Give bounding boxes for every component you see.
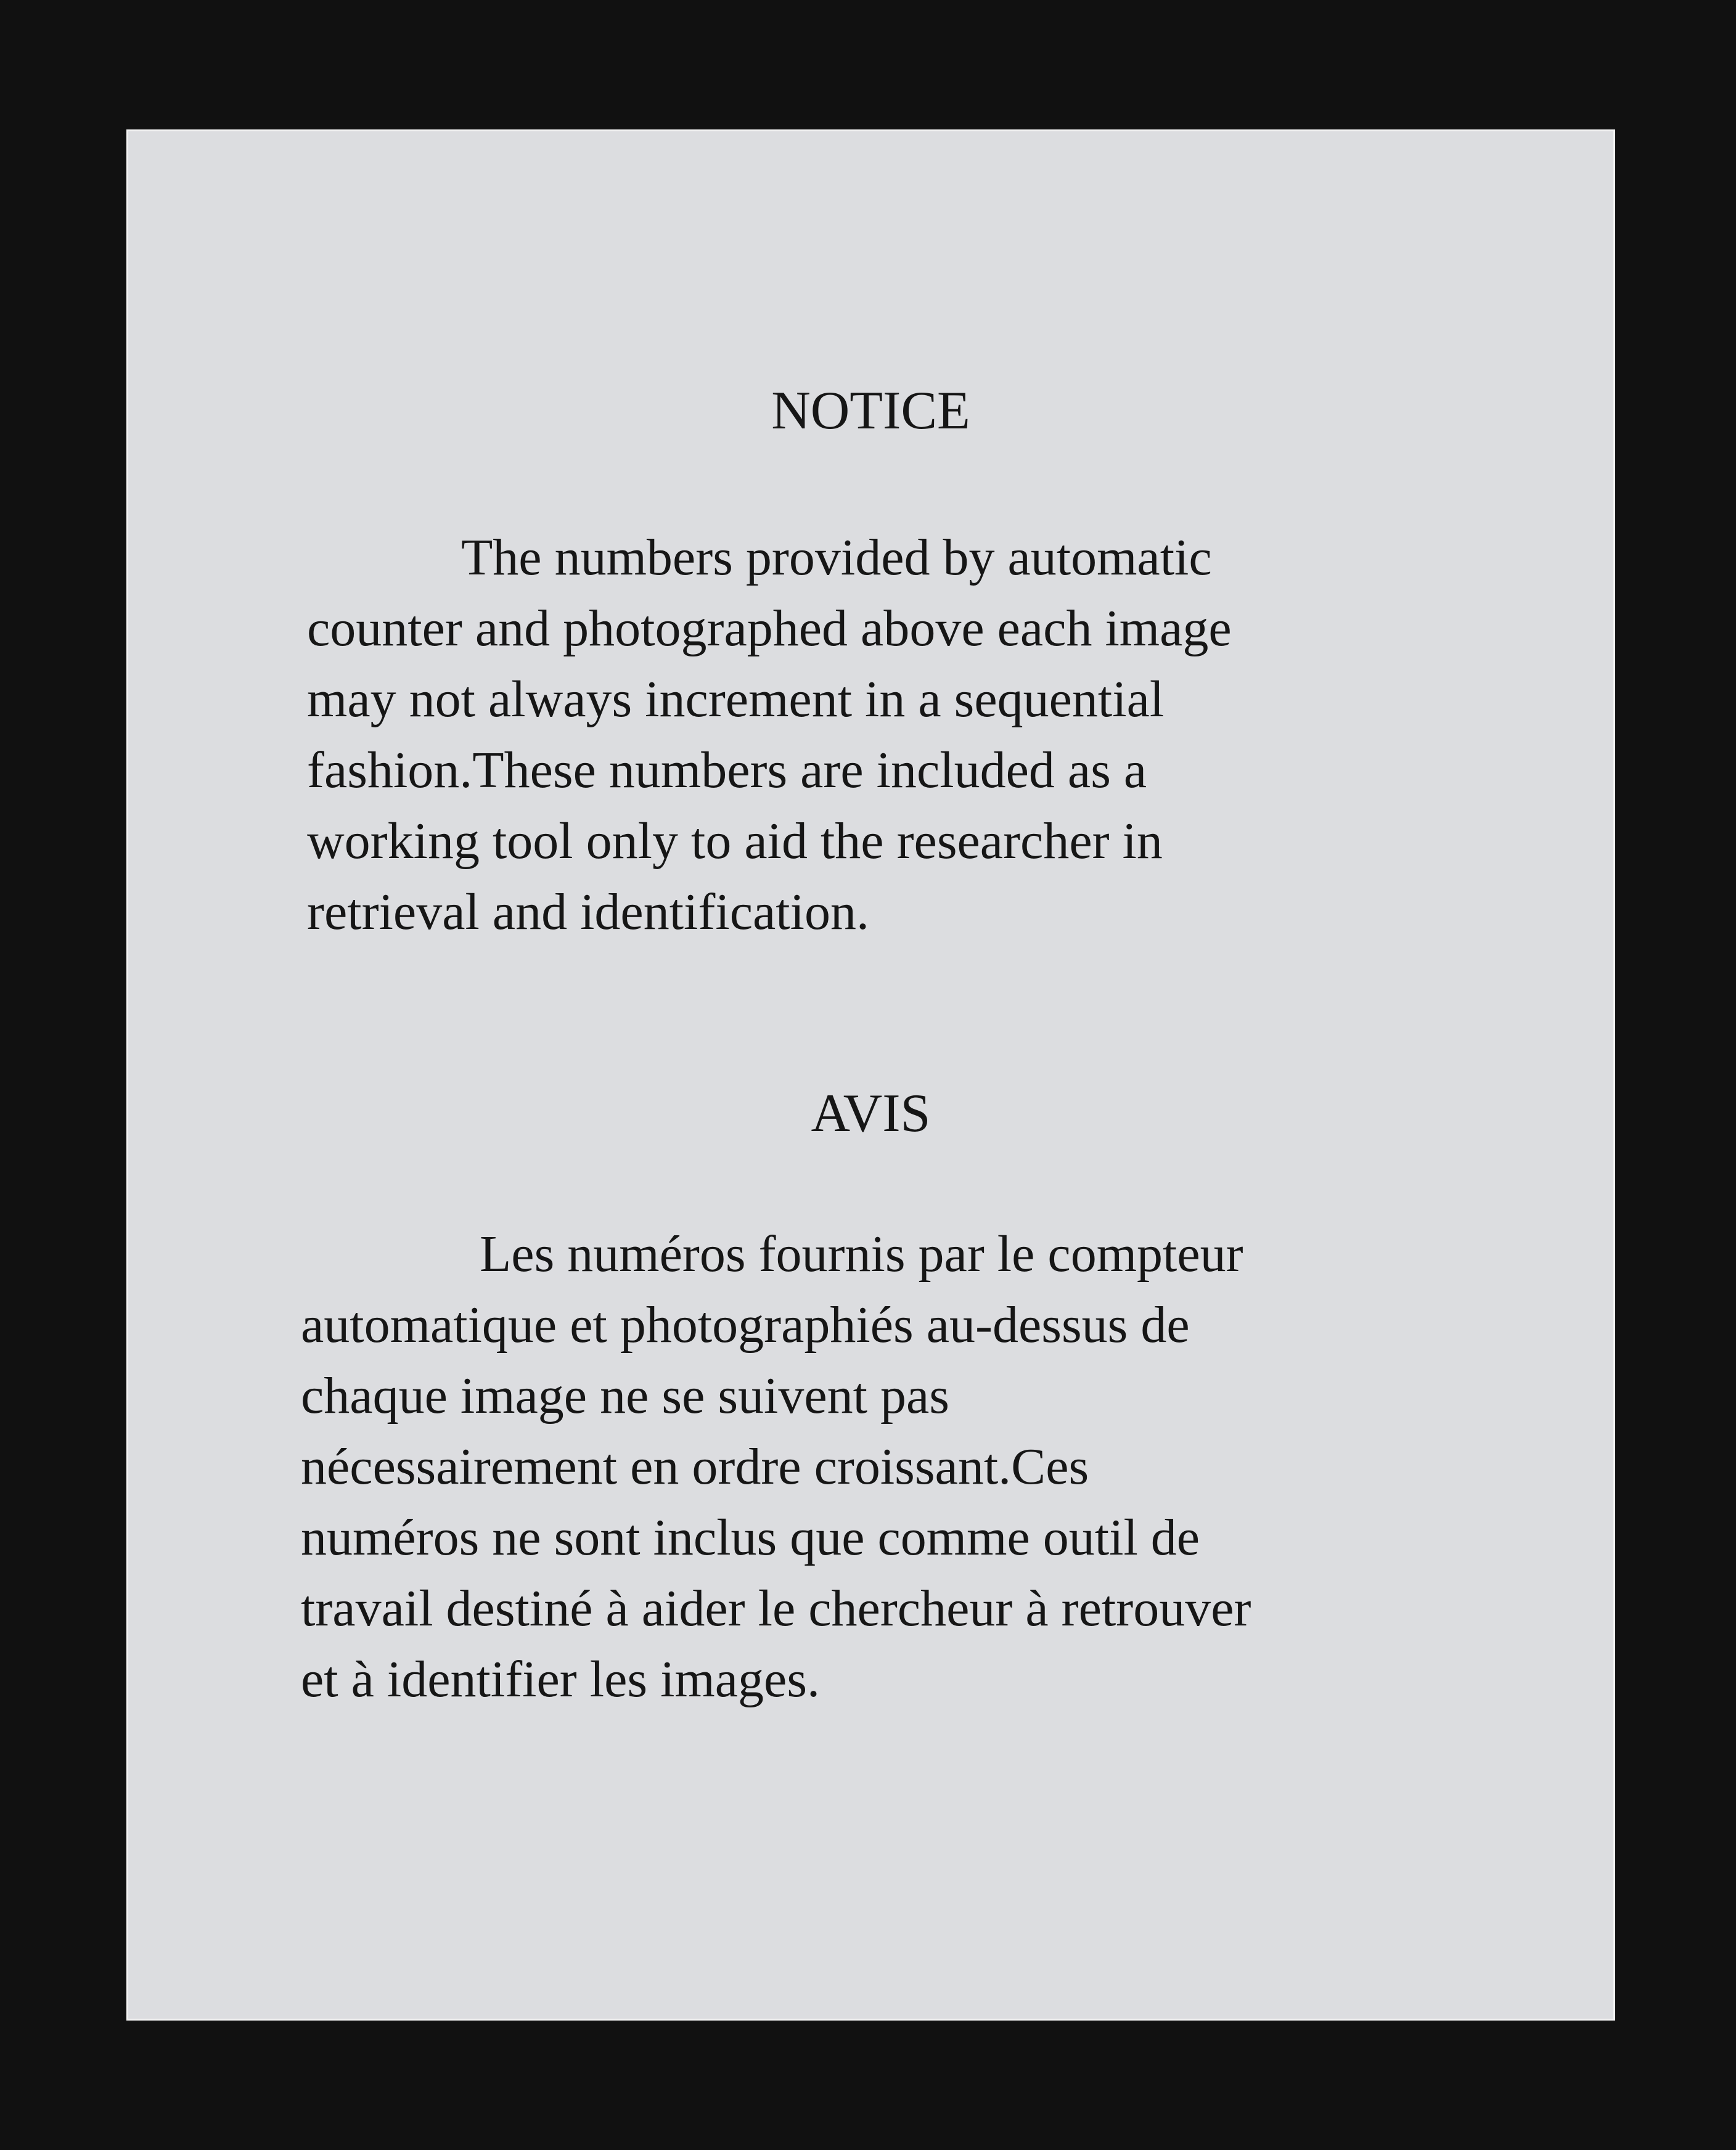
notice-line-4: fashion.These numbers are included as a <box>307 742 1147 799</box>
notice-card <box>126 129 1615 2021</box>
avis-line-6: travail destiné à aider le chercheur à retrouver <box>301 1580 1251 1637</box>
avis-heading: AVIS <box>811 1084 931 1143</box>
notice-heading: NOTICE <box>771 381 970 441</box>
notice-line-6: retrieval and identification. <box>307 883 869 941</box>
avis-line-1: Les numéros fournis par le compteur <box>480 1225 1243 1283</box>
avis-line-2: automatique et photographiés au-dessus de <box>301 1296 1190 1354</box>
notice-line-3: may not always increment in a sequential <box>307 671 1165 728</box>
avis-line-3: chaque image ne se suivent pas <box>301 1367 949 1424</box>
notice-line-5: working tool only to aid the researcher in <box>307 812 1163 870</box>
notice-line-1: The numbers provided by automatic <box>461 529 1212 586</box>
avis-line-4: nécessairement en ordre croissant.Ces <box>301 1438 1089 1495</box>
avis-line-7: et à identifier les images. <box>301 1651 821 1708</box>
notice-line-2: counter and photographed above each image <box>307 600 1232 657</box>
avis-line-5: numéros ne sont inclus que comme outil de <box>301 1509 1200 1566</box>
